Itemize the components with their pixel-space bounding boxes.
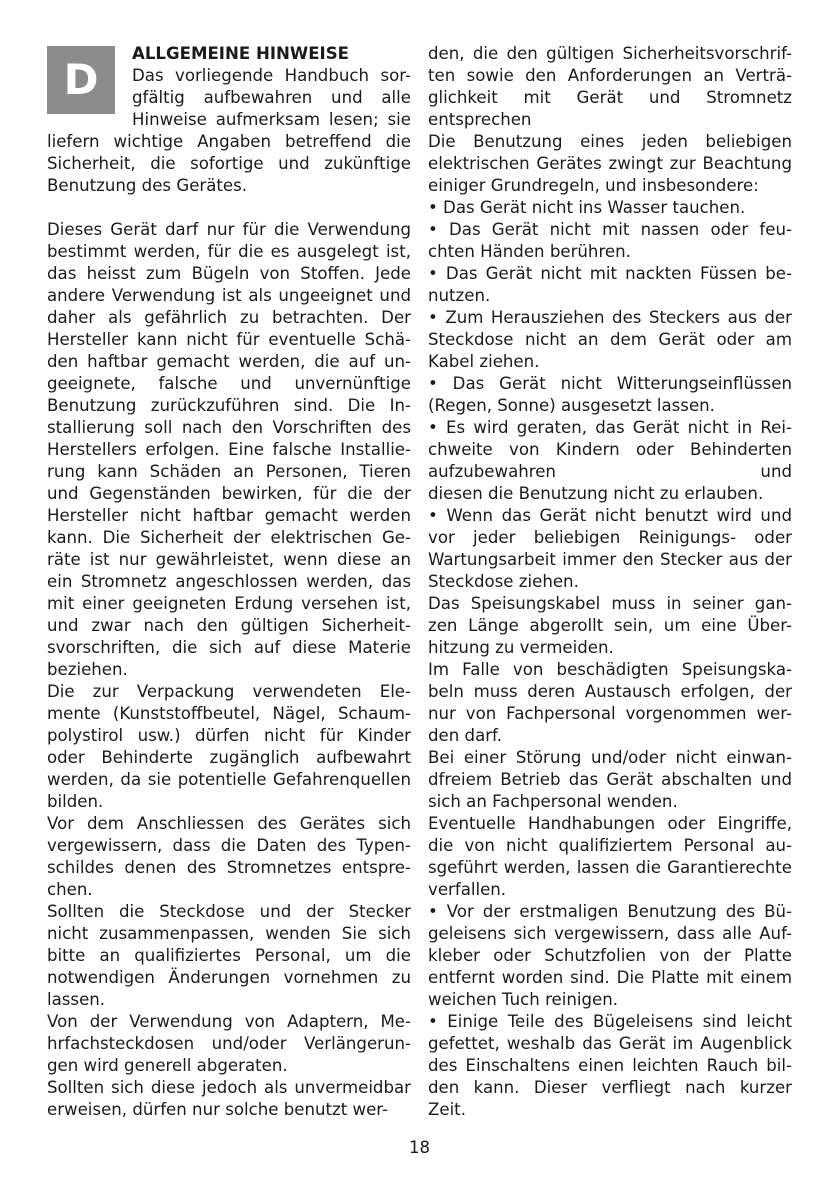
text-line: chweite von Kindern oder Behinderten: [428, 440, 792, 459]
text-line: • Das Gerät nicht mit nackten Füssen be-: [428, 264, 792, 283]
text-line: notwendigen Änderungen vornehmen zu: [47, 968, 411, 987]
text-line: aufzubewahren und: [428, 462, 792, 481]
text-line: Zeit.: [428, 1100, 466, 1119]
text-line: einiger Grundregeln, und insbesondere:: [428, 176, 759, 195]
text-line: Kabel ziehen.: [428, 352, 540, 371]
language-badge: D: [47, 46, 115, 114]
text-line: geeignete, falsche und unvernünftige: [47, 374, 411, 393]
text-line: Steckdose ziehen.: [428, 572, 579, 591]
text-line: beln muss deren Austausch erfolgen, der: [428, 682, 792, 701]
text-line: mit einer geeigneten Erdung versehen ist,: [47, 594, 411, 613]
text-line: ten sowie den Anforderungen an Verträ-: [428, 66, 792, 85]
text-line: entfernt worden sind. Die Platte mit einem: [428, 968, 792, 987]
text-line: sich an Fachpersonal wenden.: [428, 792, 678, 811]
text-line: stallierung soll nach den Vorschriften des: [47, 418, 411, 437]
text-line: nicht zusammenpassen, wenden Sie sich: [47, 924, 411, 943]
text-line: vor jeder beliebigen Reinigungs- oder: [428, 528, 792, 547]
text-line: Die zur Verpackung verwendeten Ele-: [47, 682, 411, 701]
text-line: bitte an qualifiziertes Personal, um die: [47, 946, 411, 965]
text-line: vergewissern, dass die Daten des Typen-: [47, 836, 411, 855]
text-line: und zwar nach den gültigen Sicherheit-: [47, 616, 411, 635]
text-line: Benutzung zurückzuführen sind. Die In-: [47, 396, 411, 415]
text-line: werden, da sie potentielle Gefahrenquellen: [47, 770, 411, 789]
text-line: mente (Kunststoffbeutel, Nägel, Schaum-: [47, 704, 411, 723]
text-line: rung kann Schäden an Personen, Tieren: [47, 462, 411, 481]
text-line: zen Länge abgerollt sein, um eine Über-: [428, 616, 792, 635]
text-line: Vor dem Anschliessen des Gerätes sich: [47, 814, 411, 833]
text-line: • Wenn das Gerät nicht benutzt wird und: [428, 506, 792, 525]
text-line: Hersteller kann nicht für eventuelle Schä-: [47, 330, 411, 349]
text-line: Sollten sich diese jedoch als unvermeidbar: [47, 1078, 411, 1097]
text-line: bilden.: [47, 792, 104, 811]
text-line: gen wird generell abgeraten.: [47, 1056, 288, 1075]
text-line: ein Stromnetz angeschlossen werden, das: [47, 572, 411, 591]
text-line: chten Händen berühren.: [428, 242, 631, 261]
right-column-text: [428, 43, 792, 1121]
text-line: weichen Tuch reinigen.: [428, 990, 619, 1009]
text-line: Herstellers erfolgen. Eine falsche Installie-: [47, 440, 411, 459]
left-column-text: [47, 65, 411, 1121]
text-line: svorschriften, die sich auf diese Materie: [47, 638, 411, 657]
text-line: elektrischen Gerätes zwingt zur Beachtung: [428, 154, 792, 173]
page-number: 18: [408, 1138, 431, 1157]
text-line: gfältig aufbewahren und alle: [132, 88, 411, 107]
text-line: Sicherheit, die sofortige und zukünftige: [47, 154, 411, 173]
text-line: sgeführt werden, lassen die Garantierechte: [428, 858, 792, 877]
text-line: hitzung zu vermeiden.: [428, 638, 614, 657]
text-line: den darf.: [428, 726, 502, 745]
text-line: Im Falle von beschädigten Speisungska-: [428, 660, 792, 679]
text-line: hrfachsteckdosen und/oder Verlängerun-: [47, 1034, 411, 1053]
text-line: die von nicht qualifiziertem Personal au-: [428, 836, 792, 855]
text-line: polystirol usw.) dürfen nicht für Kinder: [47, 726, 411, 745]
text-line: Dieses Gerät darf nur für die Verwendung: [47, 220, 411, 239]
text-line: den kann. Dieser verfliegt nach kurzer: [428, 1078, 792, 1097]
text-line: geleisens sich vergewissern, dass alle Auf-: [428, 924, 792, 943]
text-line: beziehen.: [47, 660, 128, 679]
text-line: des Einschaltens einen leichten Rauch bil-: [428, 1056, 792, 1075]
text-line: • Zum Herausziehen des Steckers aus der: [428, 308, 792, 327]
text-line: räte ist nur gewährleistet, wenn diese an: [47, 550, 411, 569]
text-line: • Das Gerät nicht mit nassen oder feu-: [428, 220, 792, 239]
text-line: Steckdose nicht an dem Gerät oder am: [428, 330, 792, 349]
text-line: und Gegenständen bewirken, für die der: [47, 484, 411, 503]
text-line: kleber oder Schutzfolien von der Platte: [428, 946, 792, 965]
text-line: • Das Gerät nicht Witterungseinflüssen: [428, 374, 792, 393]
text-line: Benutzung des Gerätes.: [47, 176, 248, 195]
text-line: kann. Die Sicherheit der elektrischen Ge-: [47, 528, 411, 547]
text-line: Hersteller nicht haftbar gemacht werden: [47, 506, 411, 525]
text-line: daher als gefährlich zu betrachten. Der: [47, 308, 411, 327]
text-line: andere Verwendung ist als ungeeignet und: [47, 286, 411, 305]
text-line: entsprechen: [428, 110, 532, 129]
text-line: Eventuelle Handhabungen oder Eingriffe,: [428, 814, 792, 833]
text-line: Bei einer Störung und/oder nicht einwan-: [428, 748, 792, 767]
text-line: Die Benutzung eines jeden beliebigen: [428, 132, 792, 151]
text-line: den, die den gültigen Sicherheitsvorschrif-: [428, 44, 792, 63]
text-line: lassen.: [47, 990, 106, 1009]
text-line: nur von Fachpersonal vorgenommen wer-: [428, 704, 792, 723]
text-line: Das Speisungskabel muss in seiner gan-: [428, 594, 792, 613]
text-line: (Regen, Sonne) ausgesetzt lassen.: [428, 396, 715, 415]
text-line: • Das Gerät nicht ins Wasser tauchen.: [428, 198, 746, 217]
text-line: Hinweise aufmerksam lesen; sie: [132, 110, 411, 129]
text-line: den haftbar gemacht werden, die auf un-: [47, 352, 411, 371]
text-line: bestimmt werden, für die es ausgelegt ist,: [47, 242, 411, 261]
text-line: • Es wird geraten, das Gerät nicht in Rei-: [428, 418, 792, 437]
text-line: chen.: [47, 880, 93, 899]
section-heading: ALLGEMEINE HINWEISE: [132, 44, 350, 63]
text-line: liefern wichtige Angaben betreffend die: [47, 132, 411, 151]
text-line: nutzen.: [428, 286, 491, 305]
text-line: gefettet, weshalb das Gerät im Augenblick: [428, 1034, 792, 1053]
text-line: erweisen, dürfen nur solche benutzt wer-: [47, 1100, 389, 1119]
text-line: • Einige Teile des Bügeleisens sind leicht: [428, 1012, 792, 1031]
text-line: Sollten die Steckdose und der Stecker: [47, 902, 411, 921]
text-line: verfallen.: [428, 880, 507, 899]
text-line: oder Behinderte zugänglich aufbewahrt: [47, 748, 411, 767]
right-column: [428, 43, 792, 1121]
text-line: das heisst zum Bügeln von Stoffen. Jede: [47, 264, 411, 283]
text-line: diesen die Benutzung nicht zu erlauben.: [428, 484, 764, 503]
text-line: Wartungsarbeit immer den Stecker aus der: [428, 550, 792, 569]
text-line: glichkeit mit Gerät und Stromnetz: [428, 88, 792, 107]
text-line: Das vorliegende Handbuch sor-: [132, 66, 411, 85]
blank-line: [47, 197, 411, 219]
text-line: Von der Verwendung von Adaptern, Me-: [47, 1012, 411, 1031]
text-line: • Vor der erstmaligen Benutzung des Bü-: [428, 902, 792, 921]
left-column: [47, 43, 411, 1121]
text-line: dfreiem Betrieb das Gerät abschalten und: [428, 770, 792, 789]
text-line: schildes denen des Stromnetzes entspre-: [47, 858, 411, 877]
